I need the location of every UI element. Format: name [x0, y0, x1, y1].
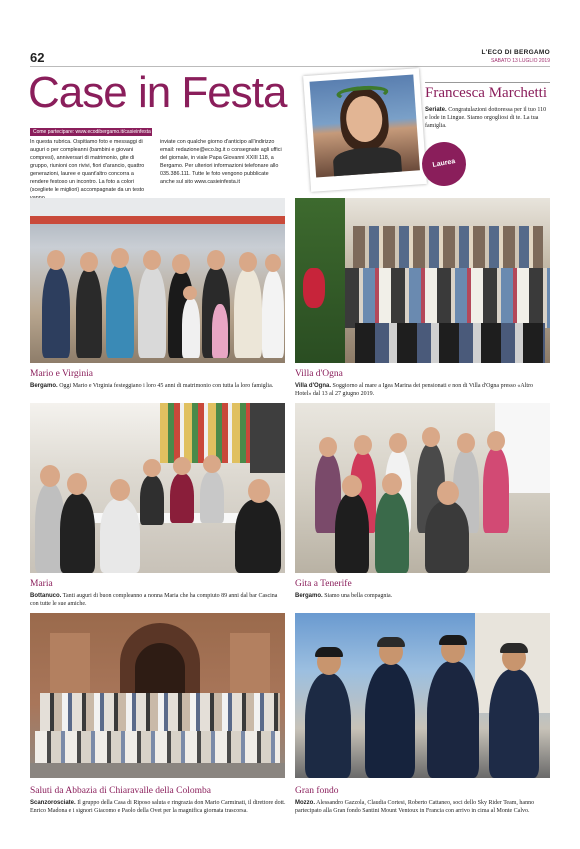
issue-date: SABATO 13 LUGLIO 2019 [490, 58, 550, 64]
caption-place-5: Scanzorosciate. [30, 800, 76, 806]
section-title: Case in Festa [28, 68, 287, 117]
caption-3 [30, 592, 285, 608]
caption-text-3: Tanti auguri di buon compleanno a nonna Maria che ha compiuto 89 anni dal bar Cascina con tutte le sue amiche. [30, 593, 278, 607]
photo-mario-virginia [30, 198, 285, 363]
caption-text-4: Siamo una bella compagnia. [324, 593, 393, 599]
how-to-participate-bar[interactable]: Come partecipare: www.ecodibergamo.it/casieinfesta [30, 128, 152, 136]
caption-title-3: Maria [30, 579, 53, 589]
caption-text-1: Oggi Mario e Virginia festeggiano i loro 45 anni di matrimonio con tutta la loro famiglia. [59, 383, 274, 389]
intro-text-left: In questa rubrica. Ospitiamo foto e messaggi di auguri o per compleanni (bambini e giovani compresi), anniversari di matrimonio, gite di gruppo, riunioni con rivivi, fiori d'arancio, quattro generazioni, lauree e quant'altro concorra a rendere festoso un incontro. La foto a colori (scegliete le migliori) accompagnate da un testo [30, 139, 145, 193]
feature-place: Seriate. [425, 107, 447, 113]
caption-place-4: Bergamo. [295, 593, 323, 599]
caption-title-6: Gran fondo [295, 786, 339, 796]
caption-5 [30, 799, 292, 815]
caption-title-4: Gita a Tenerife [295, 579, 352, 589]
caption-text-6: Alessandro Gazzola, Claudia Cortesi, Roberto Cattaneo, soci dello Sky Rider Team, hanno partecipato alla Gran fondo Santini Mount Ventoux in Francia con arrivo in cima al Monte Calvo. [295, 800, 535, 814]
photo-villa-dogna [295, 198, 550, 363]
photo-gita-tenerife [295, 403, 550, 573]
caption-1 [30, 382, 285, 390]
caption-place-1: Bergamo. [30, 383, 58, 389]
caption-place-3: Bottanuco. [30, 593, 62, 599]
caption-text-5: Il gruppo della Casa di Riposo saluta e ringrazia don Mario Carminati, il direttore dott. Enrico Madona e i signori Giacomo e Paolo della Ovet per la magnifica giornata trascorsa. [30, 800, 286, 814]
caption-6 [295, 799, 550, 815]
photo-gran-fondo [295, 613, 550, 778]
caption-title-1: Mario e Virginia [30, 369, 93, 379]
caption-place-6: Mozzo. [295, 800, 315, 806]
graduate-photo [303, 68, 427, 192]
header-rule [30, 66, 550, 67]
caption-2 [295, 382, 550, 398]
photo-maria [30, 403, 285, 573]
feature-text: Congratulazioni dottoressa per il tuo 110 e lode in Lingue. Siamo orgogliosi di te. La tua famiglia. [425, 107, 547, 129]
caption-title-2: Villa d'Ogna [295, 369, 343, 379]
caption-place-2: Villa d'Ogna. [295, 383, 331, 389]
feature-rule [425, 82, 550, 83]
caption-title-5: Saluti da Abbazia di Chiaravalle della Colomba [30, 786, 211, 796]
page-number: 62 [30, 50, 45, 65]
feature-name: Francesca Marchetti [425, 85, 548, 101]
caption-text-2: Soggiorno al mare a Igea Marina dei pensionati e non di Villa d'Ogna presso «Altro Hotel» dal 13 al 27 giugno 2019. [295, 383, 534, 397]
laurea-badge: Laurea [419, 139, 470, 190]
newspaper-name: L'ECO DI BERGAMO [481, 49, 550, 56]
caption-4 [295, 592, 550, 600]
intro-text-right: inviate con qualche giorno d'anticipo all'indirizzo email: redazione@eco.bg.it o consegnate agli uffici del giornale, in viale Papa Giovanni XXIII 118, a Bergamo. Per ulteriori informazioni telefonare allo 035.386.111. Tutte le foto vengono pubblicate anche sul sito www.casieinfesta.it [160, 139, 282, 185]
photo-abbazia-chiaravalle [30, 613, 285, 778]
feature-caption [425, 106, 550, 130]
